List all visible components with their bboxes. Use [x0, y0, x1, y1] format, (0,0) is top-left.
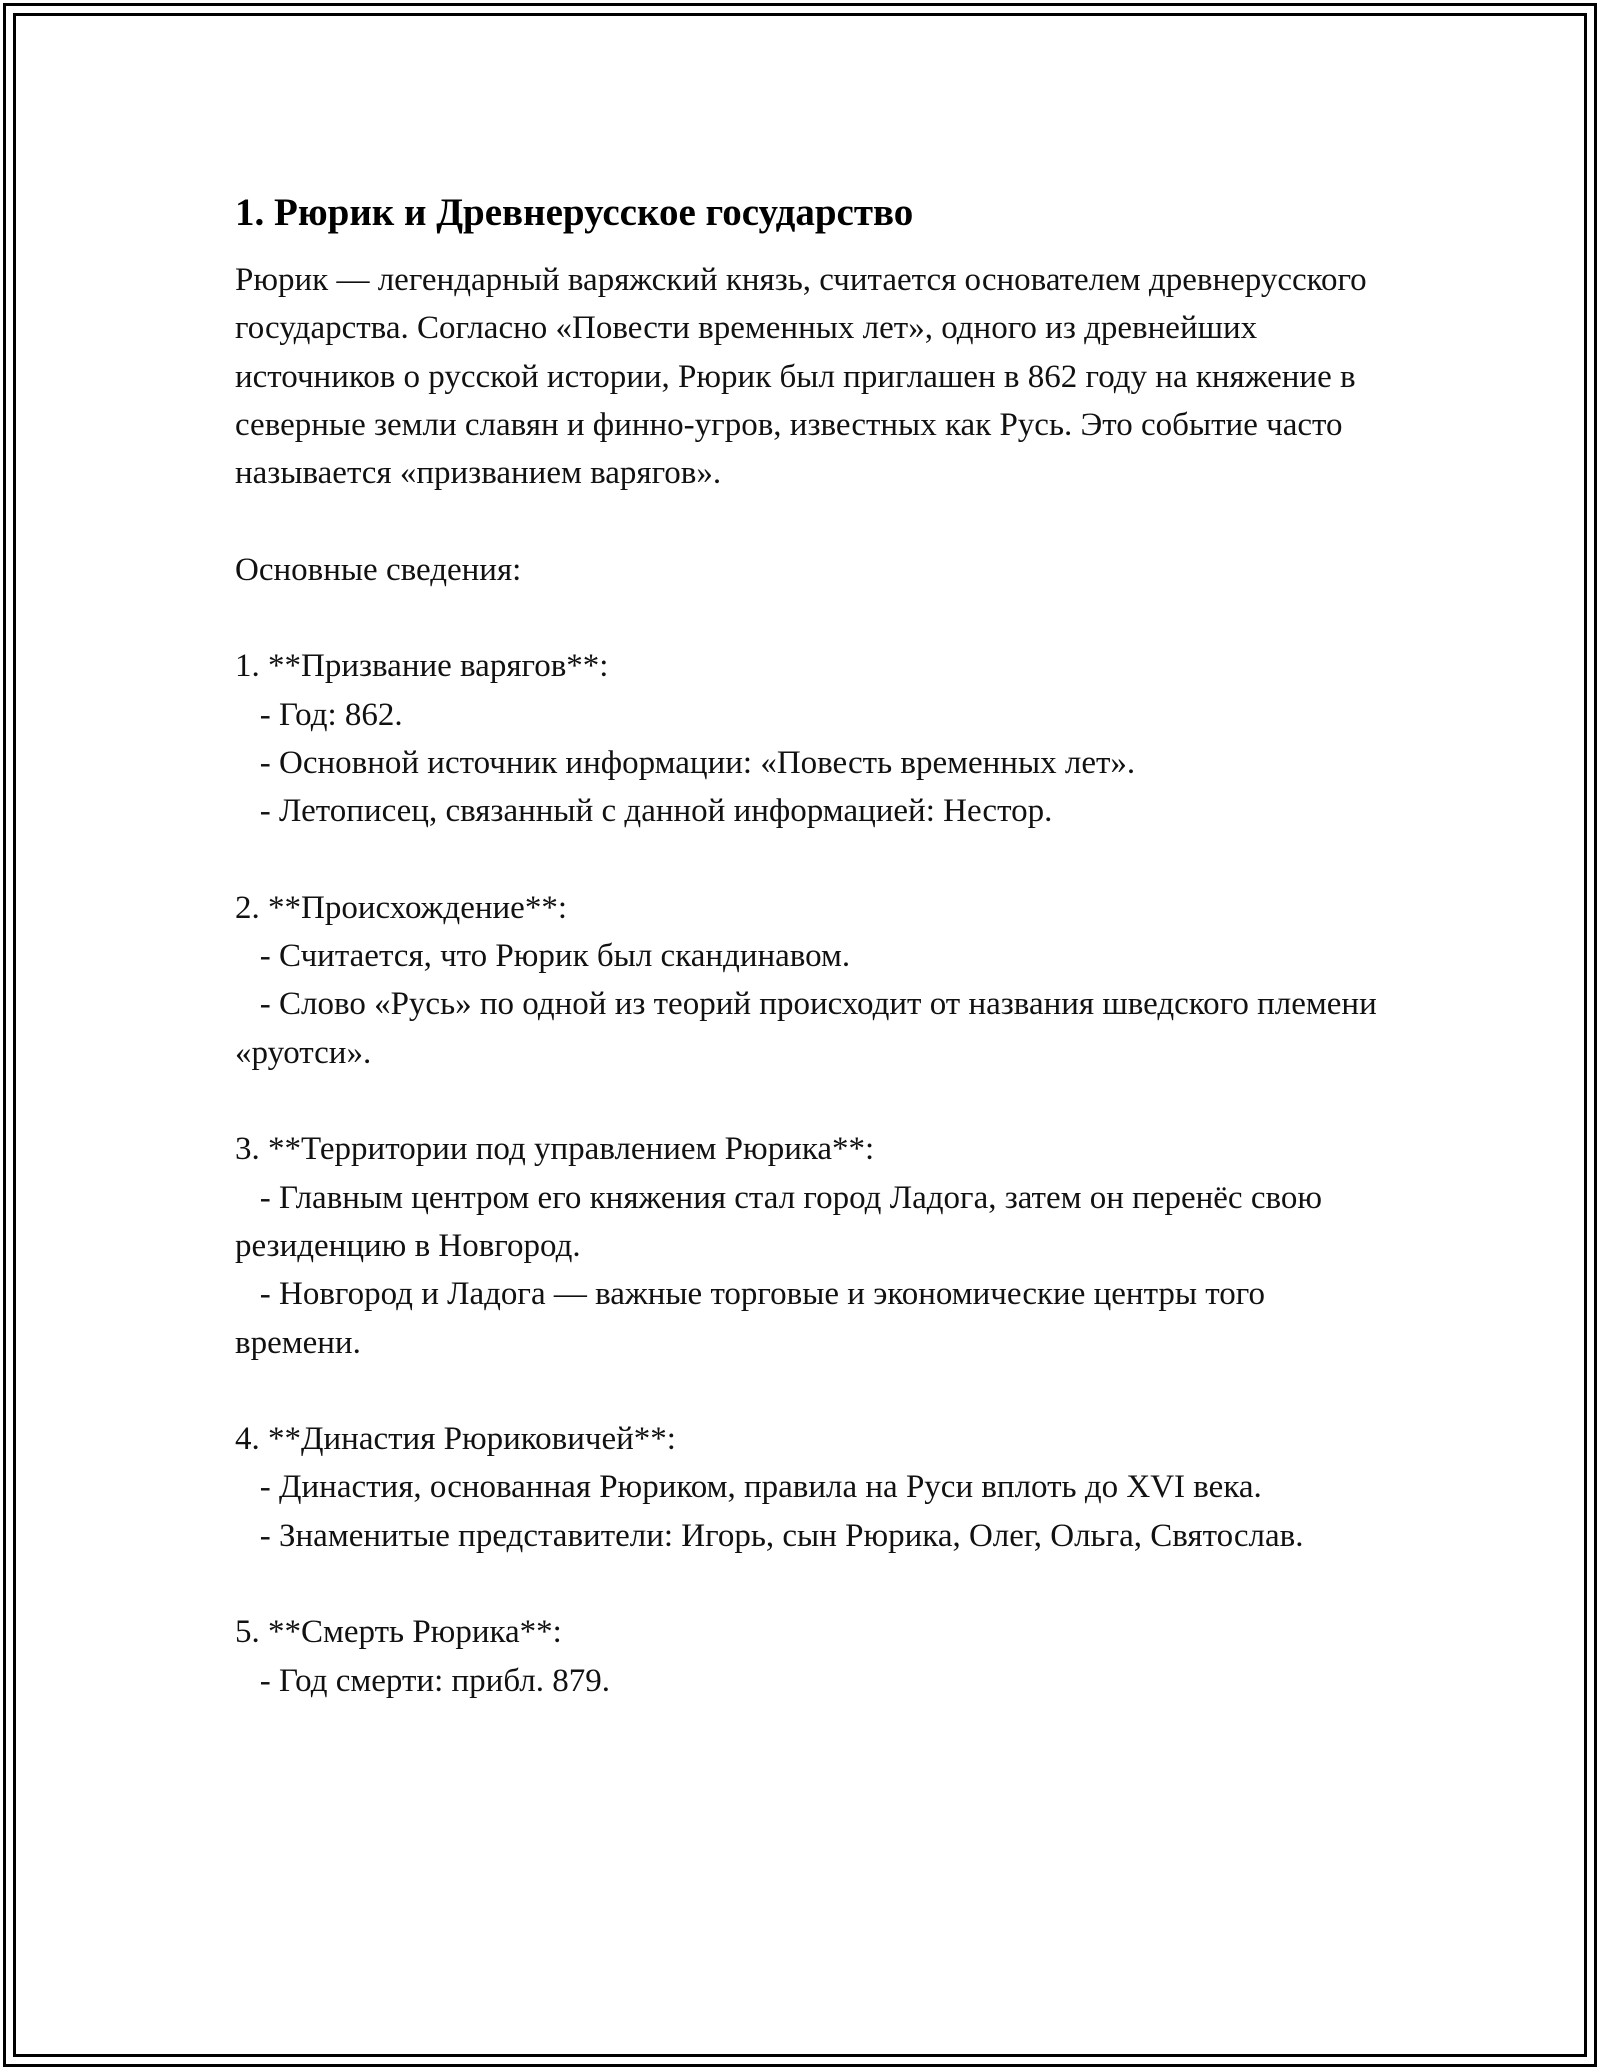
list-item-point: - Основной источник информации: «Повесть временных лет». [235, 744, 1136, 781]
list-item-heading: 1. **Призвание варягов**: [235, 648, 609, 685]
list-item-heading: 2. **Происхождение**: [235, 889, 567, 926]
list-item-heading: 4. **Династия Рюриковичей**: [235, 1421, 676, 1458]
list-item-point: - Год: 862. [235, 696, 403, 733]
list-item-point: - Династия, основанная Рюриком, правила на Руси вплоть до XVI века. [235, 1469, 1262, 1506]
list-item-point: - Слово «Русь» по одной из теорий происходит от названия шведского племени «руотси». [235, 986, 1385, 1071]
spacer [235, 1367, 1385, 1415]
document-body [235, 185, 1385, 1705]
list-item [235, 642, 1385, 835]
list-item-point: - Год смерти: прибл. 879. [235, 1662, 611, 1699]
list-item-point: - Летописец, связанный с данной информацией: Нестор. [235, 793, 1053, 830]
list-item [235, 1415, 1385, 1560]
list-item-point: - Новгород и Ладога — важные торговые и экономические центры того времени. [235, 1276, 1274, 1361]
section-label: Основные сведения: [235, 551, 522, 588]
list-item-point: - Считается, что Рюрик был скандинавом. [235, 938, 851, 975]
document-title: 1. Рюрик и Древнерусское государство [235, 191, 914, 234]
spacer [235, 497, 1385, 545]
list-item-heading: 5. **Смерть Рюрика**: [235, 1614, 562, 1651]
list-item-point: - Знаменитые представители: Игорь, сын Рюрика, Олег, Ольга, Святослав. [235, 1517, 1304, 1554]
spacer [235, 1077, 1385, 1125]
spacer [235, 836, 1385, 884]
intro-paragraph: Рюрик — легендарный варяжский князь, считается основателем древнерусского государства. Согласно «Повести временных лет», одного из древнейших источников о русской истории, Рюрик был приглашен в 862 году на княжение в северные земли славян и финно-угров, известных как Русь. Это событие часто называется «призванием варягов». [235, 262, 1367, 492]
list-item-heading: 3. **Территории под управлением Рюрика**: [235, 1131, 875, 1168]
list-item-point: - Главным центром его княжения стал город Ладога, затем он перенёс свою резиденцию в Новгород. [235, 1179, 1331, 1264]
list-item [235, 884, 1385, 1077]
spacer [235, 1560, 1385, 1608]
spacer [235, 594, 1385, 642]
list-item [235, 1608, 1385, 1705]
list-item [235, 1125, 1385, 1366]
